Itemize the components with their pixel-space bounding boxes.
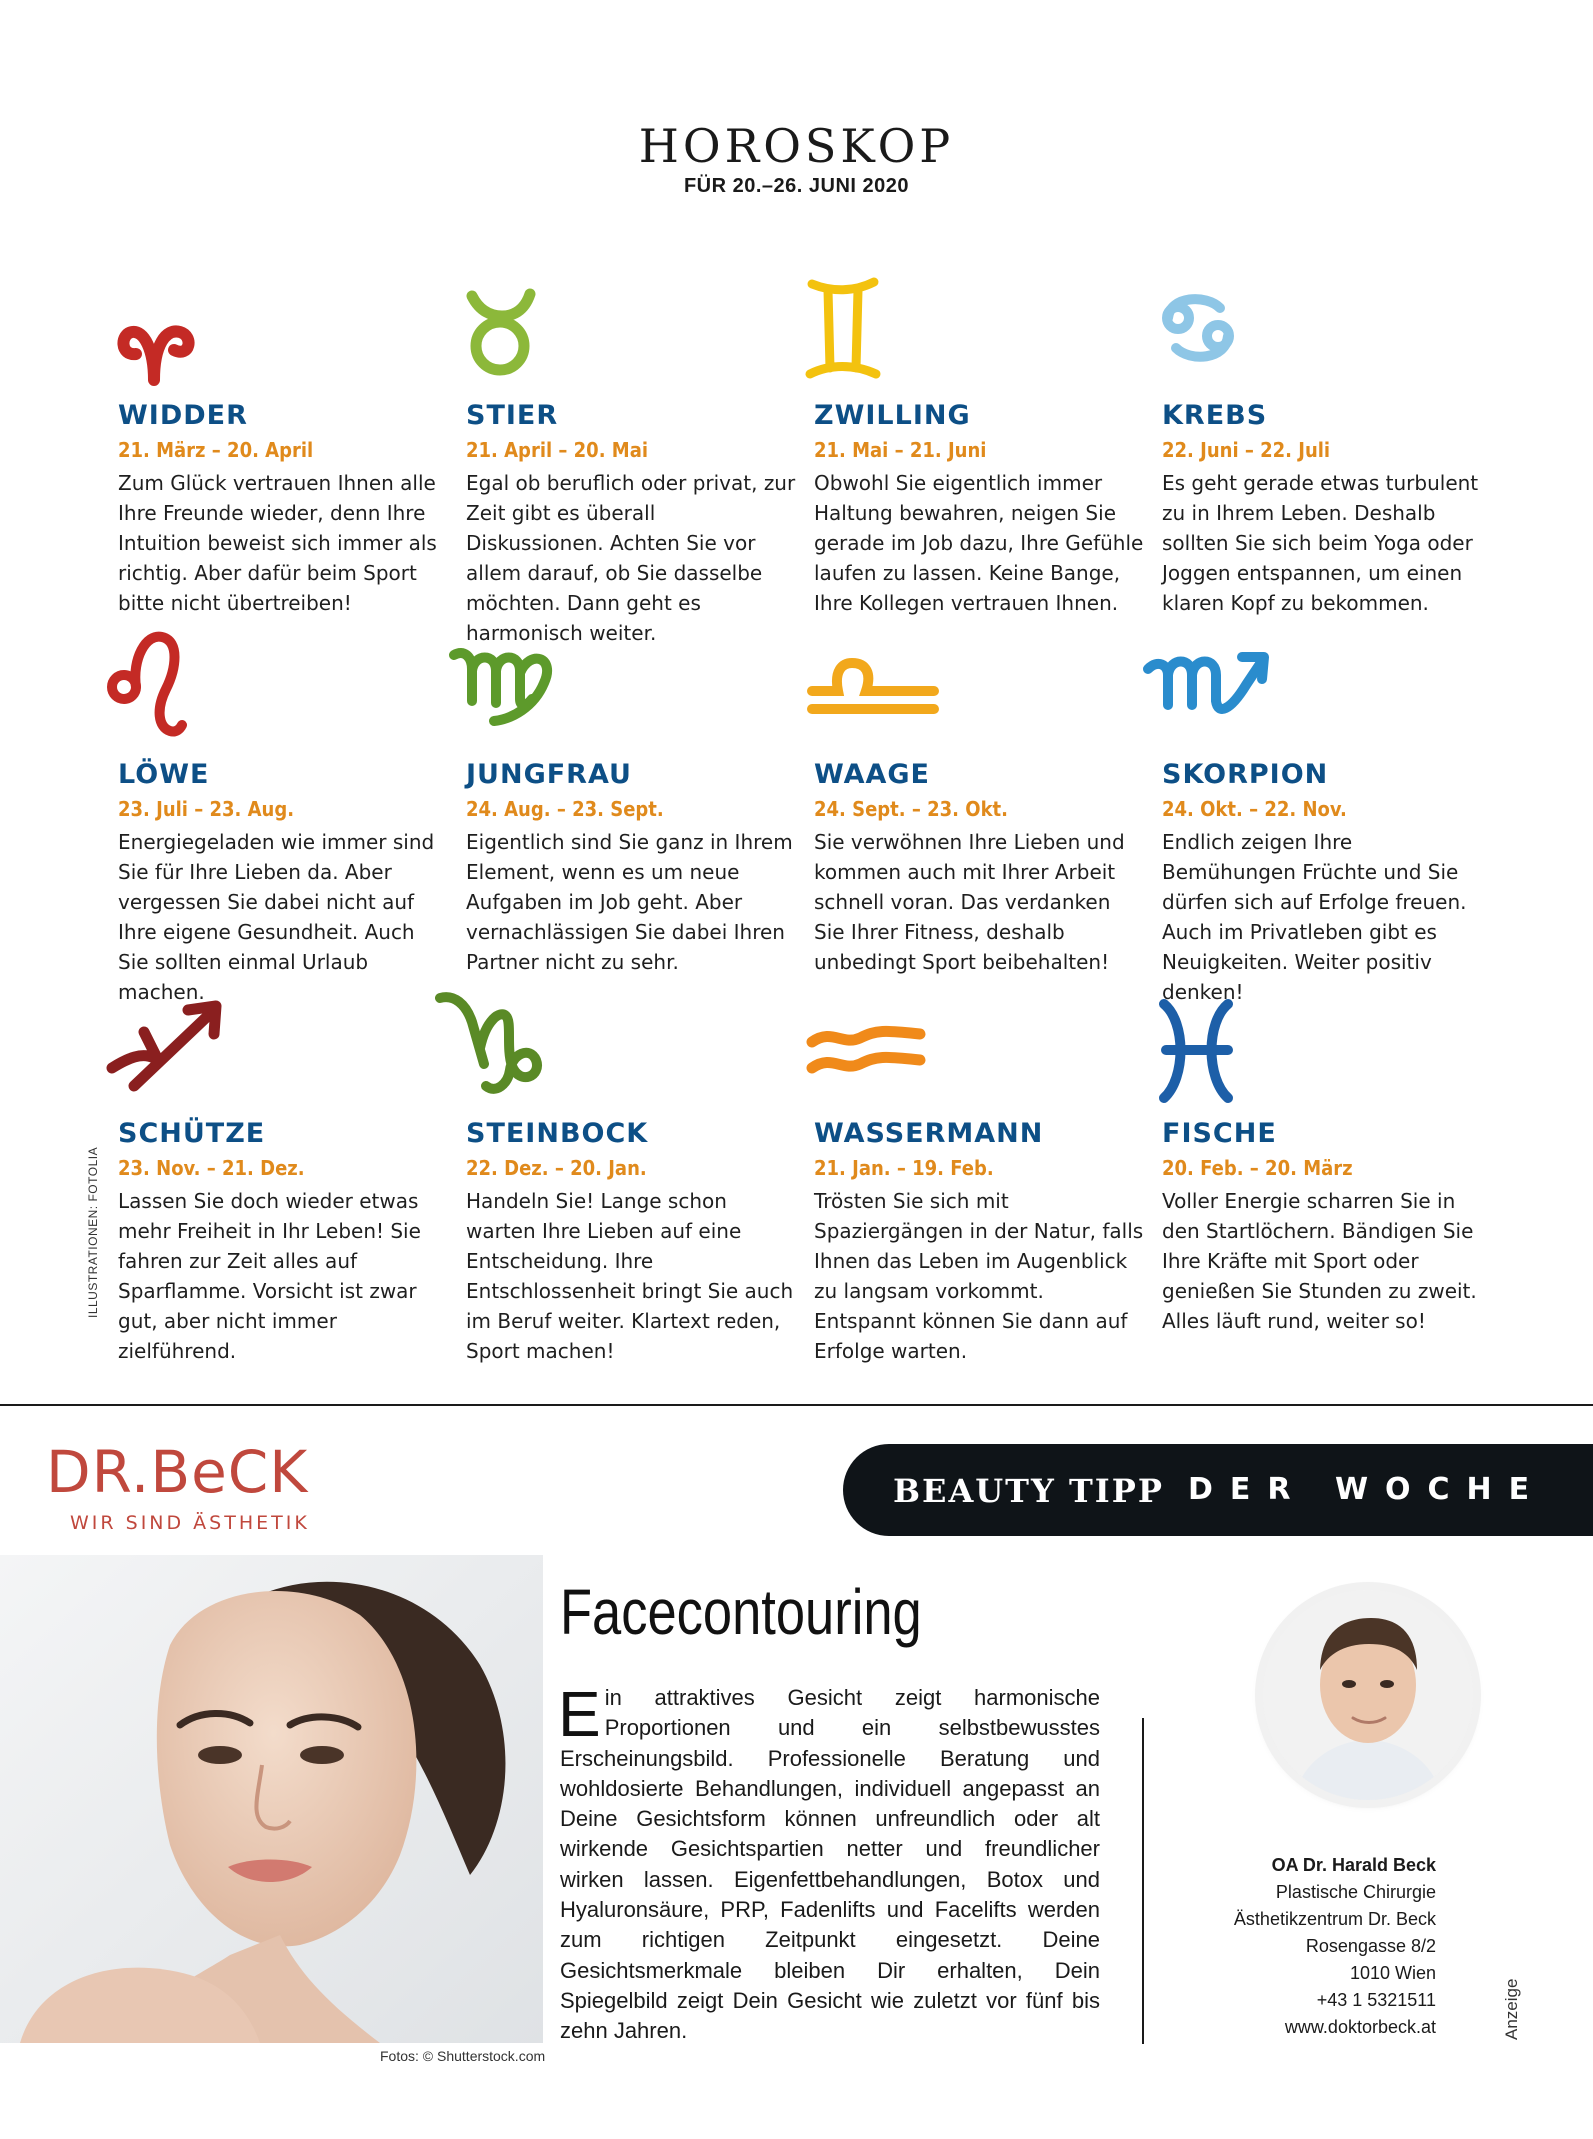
- section-divider: [0, 1404, 1593, 1406]
- brand-tagline: WIR SIND ÄSTHETIK: [70, 1512, 310, 1534]
- doctor-contact-info: [1150, 1852, 1436, 2041]
- capricorn-icon: [466, 1008, 606, 1128]
- article-text: in attraktives Gesicht zeigt harmonische Proportionen und ein selbstbewusstes Erscheinungsbild. Professionelle Beratung und wohldosierte Behandlungen, individuell angepasst an Deine Gesichtsform können unfreundlich oder alt wirkende Gesichtspartien netter und freundlicher wirken lassen. Eigenfettbehandlungen, Botox und Hyaluronsäure, PRP, Fadenlifts und Facelifts werden zum richtigen Zeitpunkt eingesetzt. Deine Gesichtsmerkmale bleiben Dir erhalten, Dein Spiegelbild zeigt Dein Gesicht wie zuletzt vor fünf bis zehn Jahren.: [560, 1685, 1100, 2044]
- illustration-credit: ILLUSTRATIONEN: FOTOLIA: [86, 1146, 100, 1318]
- clinic-city: 1010 Wien: [1349, 1963, 1436, 1983]
- ad-label: Anzeige: [1502, 1978, 1521, 2040]
- clinic-name: Ästhetikzentrum Dr. Beck: [1233, 1909, 1436, 1929]
- aquarius-icon: [814, 1008, 954, 1128]
- woman-portrait-photo: [0, 1555, 543, 2043]
- doctor-specialty: Plastische Chirurgie: [1275, 1882, 1436, 1902]
- clinic-phone: +43 1 5321511: [1316, 1990, 1436, 2010]
- libra-icon: [814, 649, 954, 769]
- clinic-street: Rosengasse 8/2: [1305, 1936, 1436, 1956]
- sagittarius-icon: [118, 1008, 258, 1128]
- taurus-icon: [466, 290, 606, 410]
- drop-cap: E: [558, 1678, 601, 1750]
- clinic-website: www.doktorbeck.at: [1284, 2017, 1436, 2037]
- doctor-portrait-photo: [1263, 1590, 1473, 1800]
- doctor-name: OA Dr. Harald Beck: [1271, 1855, 1436, 1875]
- column-rule: [1142, 1718, 1144, 2044]
- photo-credit: Fotos: © Shutterstock.com: [380, 2048, 546, 2064]
- brand-logo: DR.BeCK: [46, 1438, 309, 1506]
- virgo-icon: [466, 649, 606, 769]
- gemini-icon: [814, 290, 954, 410]
- banner-title: BEAUTY TIPP: [893, 1472, 1164, 1510]
- page-title: HOROSKOP: [638, 119, 955, 173]
- aries-icon: [118, 290, 258, 410]
- article-body: [558, 1678, 1100, 2047]
- page-subtitle: FÜR 20.–26. JUNI 2020: [683, 175, 910, 197]
- scorpio-icon: [1162, 649, 1302, 769]
- leo-icon: [118, 649, 258, 769]
- article-title: Facecontouring: [560, 1576, 922, 1648]
- banner-subtitle: DER WOCHE: [1188, 1472, 1547, 1507]
- pisces-icon: [1162, 1008, 1302, 1128]
- cancer-icon: [1162, 290, 1302, 410]
